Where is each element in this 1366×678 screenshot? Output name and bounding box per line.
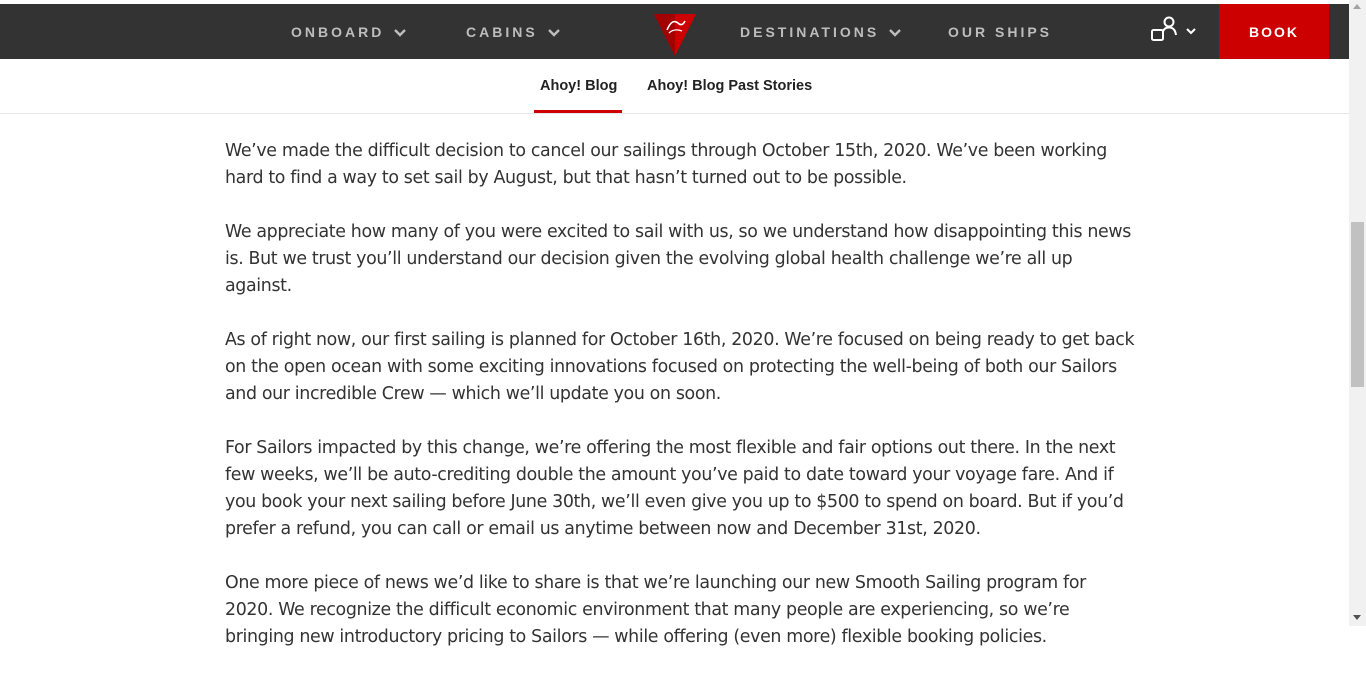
nav-item-cabins[interactable] xyxy=(466,4,560,59)
main-navbar xyxy=(0,4,1349,59)
article-paragraph: One more piece of news we’d like to share is that we’re launching our new Smooth Sailing program for 2020. We recognize the difficult economic environment that many people are experiencing, so we’re bringing new introductory pricing to Sailors — while offering (even more) flexible booking policies. xyxy=(225,573,1086,647)
nav-item-our-ships[interactable] xyxy=(948,4,1052,59)
chevron-down-icon xyxy=(394,24,406,40)
nav-item-label: ONBOARD xyxy=(291,23,385,40)
tab-label: Ahoy! Blog xyxy=(540,78,618,94)
article-body xyxy=(225,138,1135,678)
book-button[interactable]: BOOK xyxy=(1219,4,1329,59)
user-icon xyxy=(1150,15,1178,48)
scroll-down-arrow-icon[interactable] xyxy=(1353,615,1361,620)
nav-item-destinations[interactable] xyxy=(740,4,901,59)
article-paragraph: We appreciate how many of you were excited to sail with us, so we understand how disappointing this news is. But we trust you’ll understand our decision given the evolving global health challenge we’re all up against. xyxy=(225,222,1131,296)
article-paragraph: For Sailors impacted by this change, we’re offering the most flexible and fair options out there. In the next few weeks, we’ll be auto-crediting double the amount you’ve paid to date toward your voyage fare. And if you book your next sailing before June 30th, we’ll even give you up to $500 to spend on board. But if you’d prefer a refund, you can call or email us anytime between now and December 31st, 2020. xyxy=(225,438,1124,539)
blog-subnav xyxy=(0,59,1349,114)
page-scrollbar[interactable] xyxy=(1349,0,1366,626)
nav-item-label: CABINS xyxy=(466,23,538,40)
virgin-voyages-logo[interactable] xyxy=(652,8,698,58)
chevron-down-icon xyxy=(548,24,560,40)
nav-item-label: OUR SHIPS xyxy=(948,23,1053,40)
tab-ahoy-blog-past-stories[interactable] xyxy=(647,59,812,113)
chevron-down-icon xyxy=(889,24,901,40)
article-paragraph: We’ve made the difficult decision to cancel our sailings through October 15th, 2020. We’ve been working hard to find a way to set sail by August, but that hasn’t turned out to be possible. xyxy=(225,141,1107,188)
scrollbar-thumb[interactable] xyxy=(1351,222,1364,387)
tab-label: Ahoy! Blog Past Stories xyxy=(647,78,813,94)
scroll-up-arrow-icon[interactable] xyxy=(1353,4,1361,9)
article-paragraph: As of right now, our first sailing is planned for October 16th, 2020. We’re focused on being ready to get back on the open ocean with some exciting innovations focused on protecting the well-being of both our Sailors and our incredible Crew — which we’ll update you on soon. xyxy=(225,330,1135,404)
nav-item-label: DESTINATIONS xyxy=(740,23,880,40)
nav-item-onboard[interactable] xyxy=(291,4,406,59)
chevron-down-icon xyxy=(1186,22,1196,40)
account-menu-button[interactable] xyxy=(1150,14,1196,48)
tab-ahoy-blog[interactable] xyxy=(540,59,617,113)
